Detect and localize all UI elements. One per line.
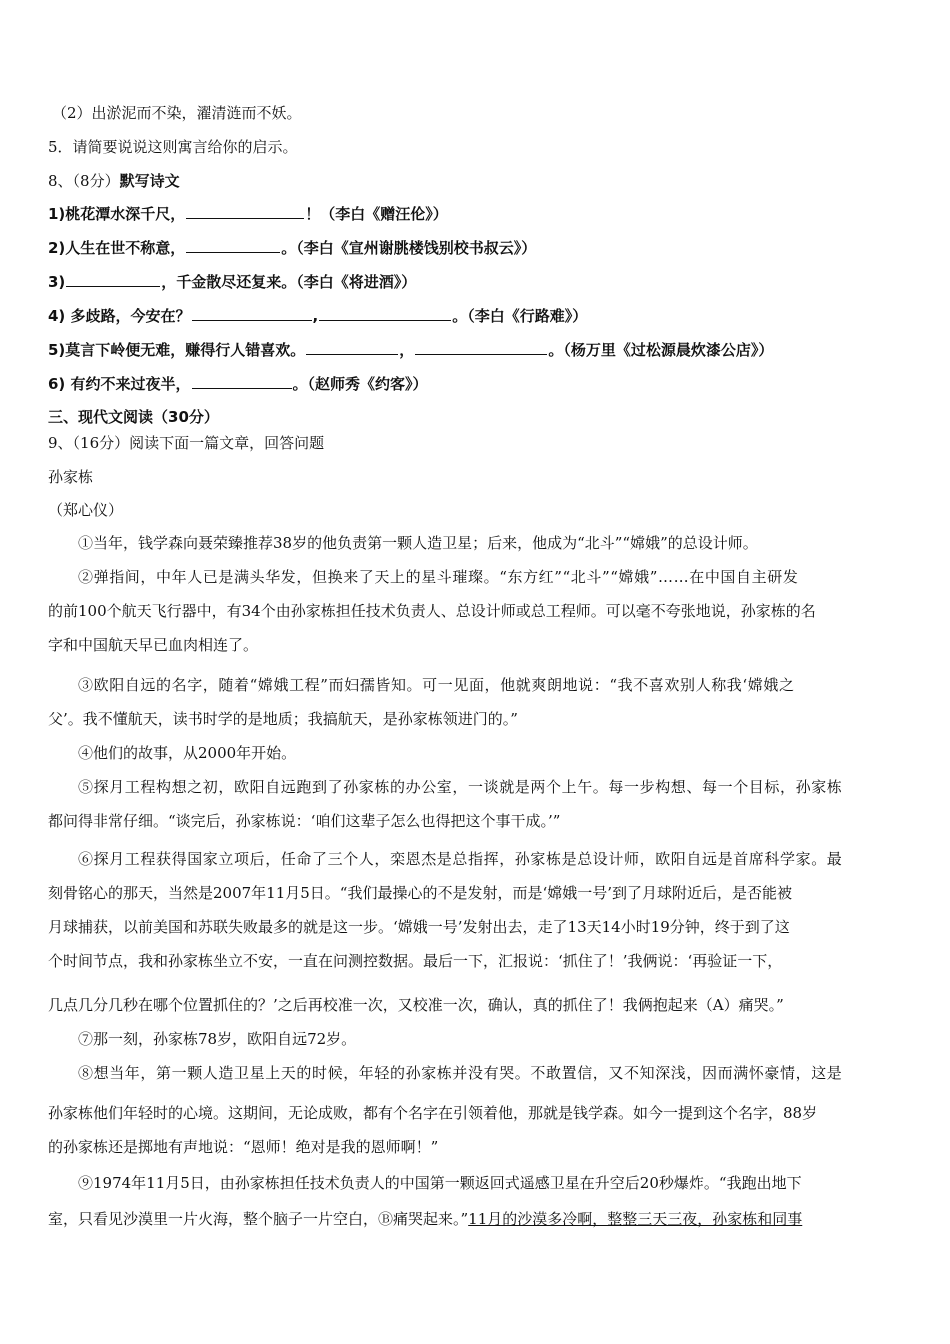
article-paragraph-3-line-1: ③欧阳自远的名字，随着“嫦娥工程”而妇孺皆知。可一见面，他就爽朗地说：“我不喜欢别人称我‘嫦娥之 [78,676,795,694]
blank-3[interactable] [66,272,160,287]
poem-4-comma: , [312,307,319,325]
question-8-number: 8、（8分） [48,172,120,190]
article-paragraph-8-line-3: 的孙家栋还是掷地有声地说：“恩师！绝对是我的恩师啊！” [48,1138,439,1156]
paragraph-9-text: 室，只看见沙漠里一片火海，整个脑子一片空白，Ⓑ痛哭起来。” [48,1210,469,1228]
question-9-heading: 9、（16分）阅读下面一篇文章，回答问题 [48,434,325,452]
article-paragraph-3-line-2: 父’。我不懂航天，读书时学的是地质；我搞航天，是孙家栋领进门的。” [48,710,518,728]
poem-item-1 [48,204,448,224]
poem-4-prefix: 4) 多歧路，今安在？ [48,307,191,325]
blank-5b[interactable] [415,340,547,355]
poem-item-3 [48,272,416,292]
poem-item-6 [48,374,428,394]
poem-6-prefix: 6) 有约不来过夜半， [48,375,191,393]
article-paragraph-8-line-1: ⑧想当年，第一颗人造卫星上天的时候，年轻的孙家栋并没有哭。不敢置信，又不知深浅，因而满怀豪情，这是 [78,1064,843,1082]
blank-5a[interactable] [306,340,398,355]
article-paragraph-2-line-1: ②弹指间，中年人已是满头华发，但换来了天上的星斗璀璨。“东方红”“北斗”“嫦娥”……在中国自主研发 [78,568,799,586]
article-paragraph-2-line-2: 的前100个航天飞行器中，有34个由孙家栋担任技术负责人、总设计师或总工程师。可以毫不夸张地说，孙家栋的名 [48,602,816,620]
article-paragraph-6-line-2: 刻骨铭心的那天，当然是2007年11月5日。“我们最操心的不是发射，而是‘嫦娥一号’到了月球附近后，是否能被 [48,884,793,902]
article-paragraph-9-line-1: ⑨1974年11月5日，由孙家栋担任技术负责人的中国第一颗返回式遥感卫星在升空后20秒爆炸。“我跑出地下 [78,1174,802,1192]
article-paragraph-9-line-2 [48,1209,802,1229]
article-author: （郑心仪） [48,501,124,519]
article-paragraph-4: ④他们的故事，从2000年开始。 [78,744,297,762]
poem-3-suffix: ，千金散尽还复来。（李白《将进酒》） [161,273,417,291]
blank-2[interactable] [186,238,280,253]
poem-3-prefix: 3) [48,273,66,291]
blank-4b[interactable] [319,306,451,321]
article-paragraph-6-line-5: 几点几分几秒在哪个位置抓住的？’之后再校准一次，又校准一次，确认，真的抓住了！我俩抱起来（A）痛哭。” [48,996,784,1014]
article-title: 孙家栋 [48,468,94,486]
poem-item-2 [48,238,536,258]
article-paragraph-6-line-1: ⑥探月工程获得国家立项后，任命了三个人，栾恩杰是总指挥，孙家栋是总设计师，欧阳自远是首席科学家。最 [78,850,843,868]
article-paragraph-7: ⑦那一刻，孙家栋78岁，欧阳自远72岁。 [78,1030,357,1048]
poem-5-prefix: 5)莫言下岭便无难，赚得行人错喜欢。 [48,341,306,359]
article-paragraph-5-line-2: 都问得非常仔细。“谈完后，孙家栋说：‘咱们这辈子怎么也得把这个事干成。’” [48,812,561,830]
blank-1[interactable] [186,204,304,219]
poem-item-4 [48,306,587,326]
article-paragraph-6-line-4: 个时间节点，我和孙家栋坐立不安，一直在问测控数据。最后一下，汇报说：‘抓住了！’我俩说：‘再验证一下， [48,952,783,970]
paragraph-9-underlined-text: 11月的沙漠多冷啊，整整三天三夜，孙家栋和同事 [468,1210,803,1228]
blank-4a[interactable] [192,306,312,321]
article-paragraph-1: ①当年，钱学森向聂荣臻推荐38岁的他负责第一颗人造卫星；后来，他成为“北斗”“嫦娥”的总设计师。 [78,534,758,552]
poem-5-comma: ， [399,341,415,359]
blank-6[interactable] [192,374,292,389]
poem-1-suffix: ！（李白《赠汪伦》） [305,205,448,223]
item-2-text: （2）出淤泥而不染，濯清涟而不妖。 [52,104,302,122]
poem-item-5 [48,340,773,360]
question-5: 5．请简要说说这则寓言给你的启示。 [48,138,298,156]
article-paragraph-5-line-1: ⑤探月工程构想之初，欧阳自远跑到了孙家栋的办公室，一谈就是两个上午。每一步构想、每一个目标，孙家栋 [78,778,843,796]
question-8-heading [48,171,180,191]
poem-2-suffix: 。（李白《宣州谢朓楼饯别校书叔云》） [281,239,537,257]
poem-1-prefix: 1)桃花潭水深千尺， [48,205,186,223]
section-3-heading: 三、现代文阅读（30分） [48,408,219,426]
poem-6-suffix: 。（赵师秀《约客》） [292,375,428,393]
article-paragraph-6-line-3: 月球捕获，以前美国和苏联失败最多的就是这一步。‘嫦娥一号’发射出去，走了13天14小时19分钟，终于到了这 [48,918,790,936]
article-paragraph-8-line-2: 孙家栋他们年轻时的心境。这期间，无论成败，都有个名字在引领着他，那就是钱学森。如今一提到这个名字，88岁 [48,1104,818,1122]
poem-2-prefix: 2)人生在世不称意， [48,239,186,257]
article-paragraph-2-line-3: 字和中国航天早已血肉相连了。 [48,636,259,654]
poem-5-suffix: 。（杨万里《过松源晨炊漆公店》） [548,341,774,359]
poem-4-suffix: 。（李白《行路难》） [452,307,588,325]
question-8-title: 默写诗文 [119,172,180,190]
